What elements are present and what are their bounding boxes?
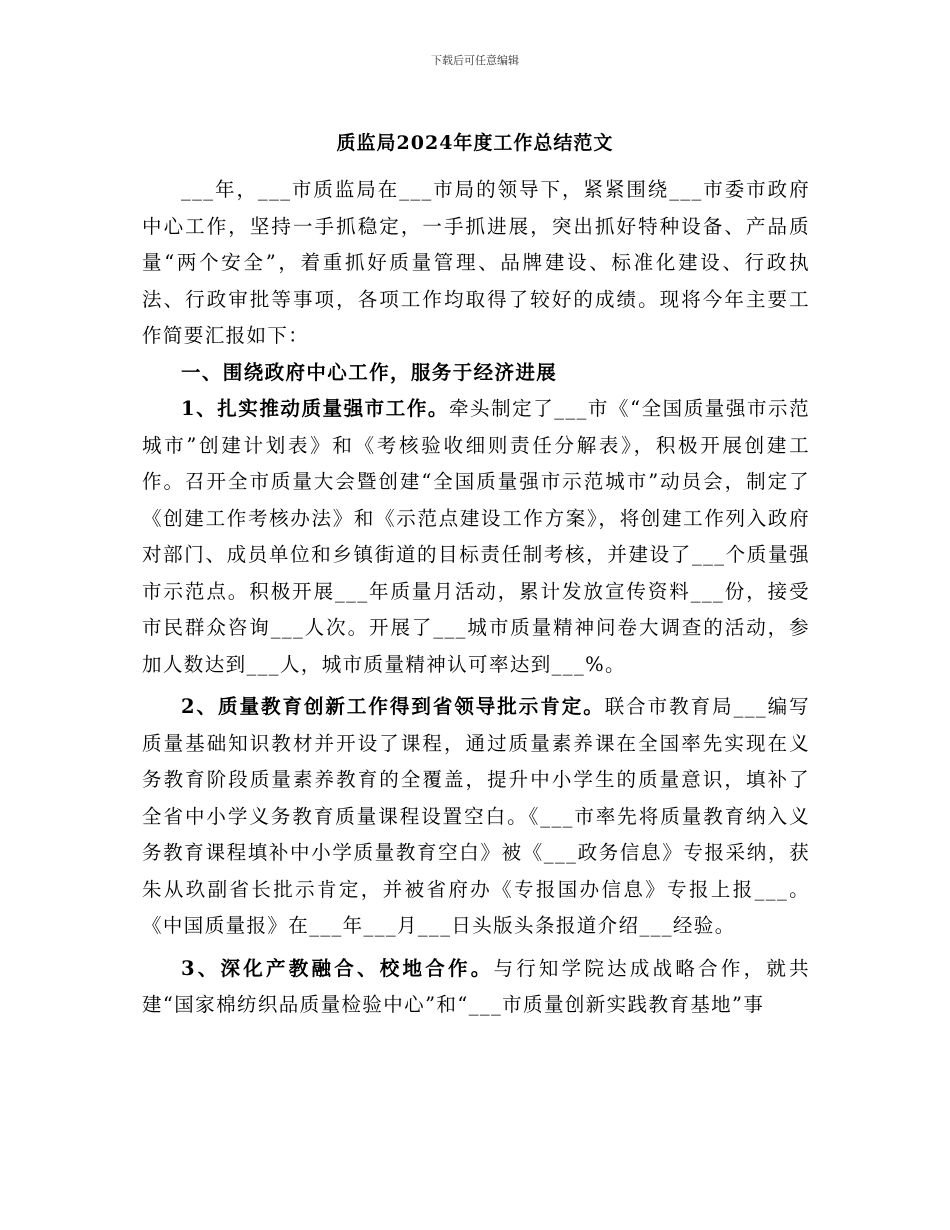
document-title: 质监局2024年度工作总结范文: [336, 132, 614, 154]
header-note: 下载后可任意编辑: [431, 54, 519, 67]
list-item-1: [142, 391, 810, 683]
section-heading: 一、围绕政府中心工作，服务于经济进展: [181, 360, 558, 384]
item-lead: 3、深化产教融合、校地合作。: [181, 956, 494, 980]
item-text: 牵头制定了___市《“全国质量强市示范城市”创建计划表》和《考核验收细则责任分解表》，积极开展创建工作。召开全市质量大会暨创建“全国质量强市示范城市”动员会，制定了《创建工作考核办法》和《示范点建设工作方案》，将创建工作列入政府对部门、成员单位和乡镇街道的目标责任制考核，并建设了___个质量强市示范点。积极开展___年质量月活动，累计发放宣传资料___份，接受市民群众咨询___人次。开展了___城市质量精神问卷大调查的活动，参加人数达到___人，城市质量精神认可率达到___%。: [142, 397, 810, 676]
list-item-2: [142, 689, 810, 945]
item-lead: 2、质量教育创新工作得到省领导批示肯定。: [181, 695, 605, 718]
intro-paragraph: ___年，___市质监局在___市局的领导下，紧紧围绕___市委市政府中心工作，坚持一手抓稳定，一手抓进展，突出抓好特种设备、产品质量“两个安全”，着重抓好质量管理、品牌建设、标准化建设、行政执法、行政审批等事项，各项工作均取得了较好的成绩。现将今年主要工作简要汇报如下：: [142, 178, 810, 347]
item-lead: 1、扎实推动质量强市工作。: [181, 397, 449, 420]
list-item-3: [142, 951, 810, 1024]
item-text: 联合市教育局___编写质量基础知识教材并开设了课程，通过质量素养课在全国率先实现在义务教育阶段质量素养教育的全覆盖，提升中小学生的质量意识，填补了全省中小学义务教育质量课程设置空白。《___市率先将质量教育纳入义务教育课程填补中小学质量教育空白》被《___政务信息》专报采纳，获朱从玖副省长批示肯定，并被省府办《专报国办信息》专报上报___。《中国质量报》在___年___月___日头版头条报道介绍___经验。: [142, 695, 810, 937]
document-body: [142, 172, 810, 1024]
item-text: 与行知学院达成战略合作，就共建“国家棉纺织品质量检验中心”和“___市质量创新实践教育基地”事: [142, 956, 810, 1016]
